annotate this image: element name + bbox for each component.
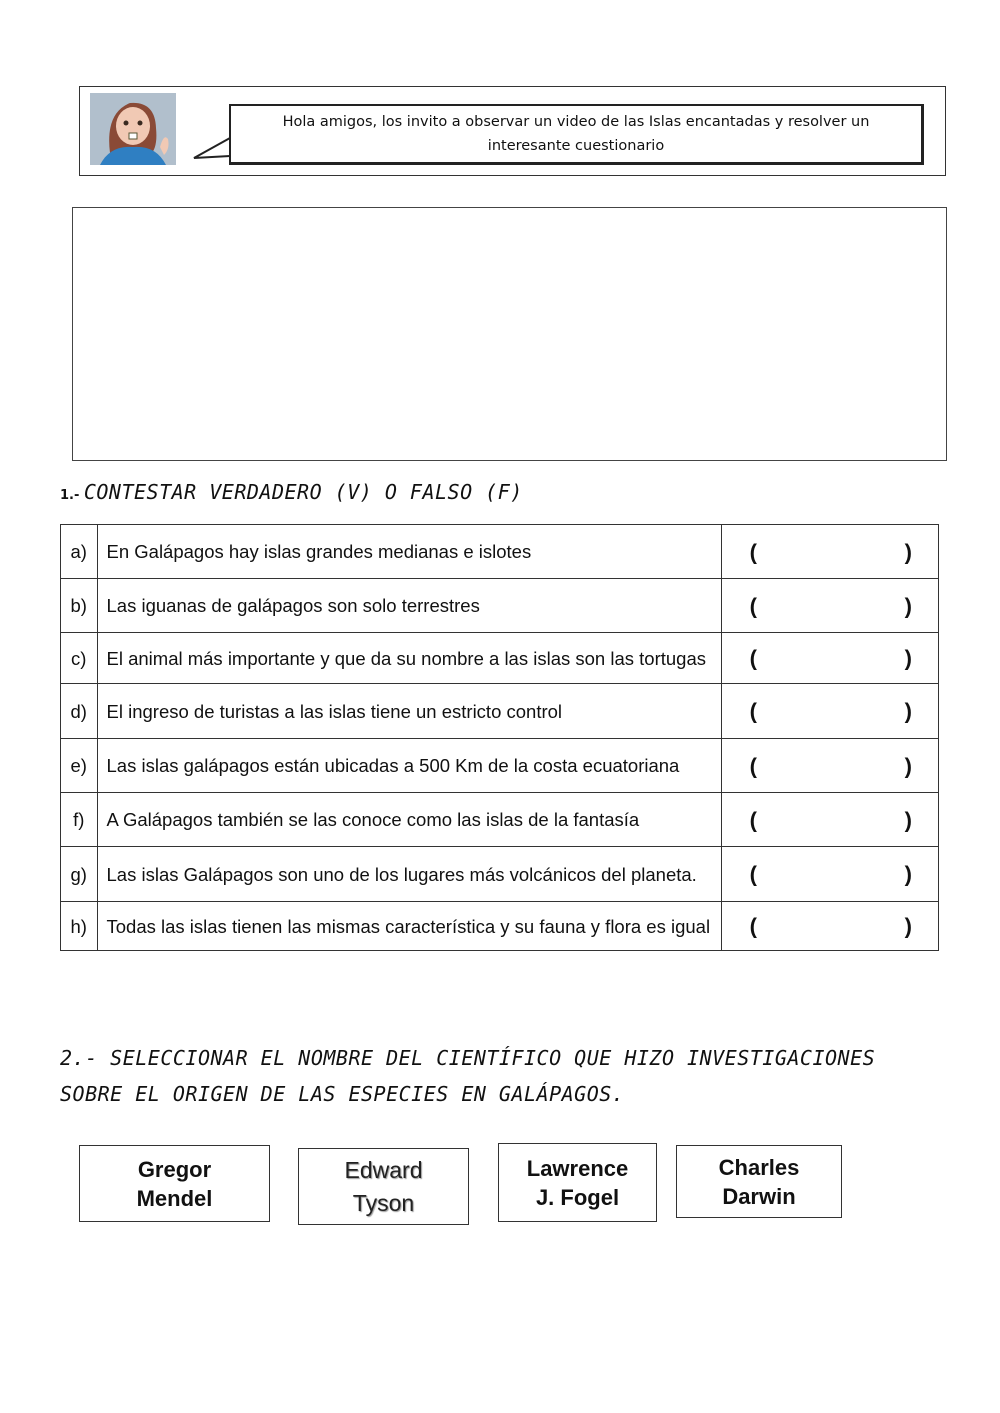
tf-row-statement: En Galápagos hay islas grandes medianas e islotes (97, 525, 721, 579)
tf-row-letter: c) (61, 633, 98, 684)
open-paren: ( (749, 753, 757, 778)
close-paren: ) (904, 698, 912, 724)
open-paren: ( (749, 807, 757, 832)
tf-row-statement: Las islas Galápagos son uno de los lugares más volcánicos del planeta. (97, 847, 721, 902)
option-line-2: Darwin (722, 1183, 796, 1209)
close-paren: ) (904, 593, 912, 618)
open-paren: ( (749, 913, 757, 939)
tf-row (61, 525, 939, 579)
tf-row (61, 739, 939, 793)
tf-row (61, 902, 939, 951)
tf-row-letter: e) (61, 739, 98, 793)
close-paren: ) (904, 645, 912, 671)
option-line-2: J. Fogel (535, 1184, 620, 1210)
close-paren: ) (904, 539, 912, 564)
option-line-1: Edward (344, 1156, 423, 1183)
speech-bubble-text: Hola amigos, los invito a observar un video de las Islas encantadas y resolver un interesante cuestionario (282, 114, 870, 154)
option-gregor-mendel[interactable] (79, 1145, 270, 1222)
question-1-heading: CONTESTAR VERDADERO (V) O FALSO (F) (83, 480, 523, 504)
option-lawrence-fogel[interactable] (498, 1143, 657, 1222)
question-2-title: 2.- SELECCIONAR EL NOMBRE DEL CIENTÍFICO QUE HIZO INVESTIGACIONES SOBRE EL ORIGEN DE LAS ESPECIES EN GALÁPAGOS. (60, 1046, 876, 1106)
tf-row-letter: a) (61, 525, 98, 579)
tf-answer-field[interactable] (721, 684, 938, 739)
close-paren: ) (904, 753, 912, 778)
open-paren: ( (749, 698, 757, 724)
speech-bubble (229, 104, 924, 165)
tf-row (61, 633, 939, 684)
tf-answer-field[interactable] (721, 525, 938, 579)
option-line-1: Lawrence (526, 1155, 629, 1181)
tf-row-letter: d) (61, 684, 98, 739)
option-line-2: Mendel (136, 1185, 213, 1211)
tf-answer-field[interactable] (721, 847, 938, 902)
close-paren: ) (904, 913, 912, 939)
option-edward-tyson[interactable] (298, 1148, 469, 1225)
tf-row-statement: El animal más importante y que da su nombre a las islas son las tortugas (97, 633, 721, 684)
tf-row-letter: g) (61, 847, 98, 902)
option-line-2: Tyson (352, 1189, 415, 1216)
tf-row (61, 579, 939, 633)
tf-row-statement: A Galápagos también se las conoce como las islas de la fantasía (97, 793, 721, 847)
close-paren: ) (904, 861, 912, 887)
open-paren: ( (749, 593, 757, 618)
tf-row-statement: El ingreso de turistas a las islas tiene un estricto control (97, 684, 721, 739)
option-charles-darwin[interactable] (676, 1145, 842, 1218)
tf-row (61, 684, 939, 739)
open-paren: ( (749, 645, 757, 671)
tf-answer-field[interactable] (721, 793, 938, 847)
tf-row-statement: Las islas galápagos están ubicadas a 500 Km de la costa ecuatoriana (97, 739, 721, 793)
girl-avatar-image (90, 93, 176, 165)
question-1-title (60, 480, 523, 504)
open-paren: ( (749, 861, 757, 887)
tf-row-letter: f) (61, 793, 98, 847)
tf-row-letter: b) (61, 579, 98, 633)
tf-row-statement: Las iguanas de galápagos son solo terrestres (97, 579, 721, 633)
tf-row (61, 847, 939, 902)
true-false-table (60, 524, 939, 951)
option-line-1: Charles (718, 1154, 800, 1180)
speech-bubble-tail (192, 134, 232, 162)
open-paren: ( (749, 539, 757, 564)
video-placeholder[interactable] (72, 207, 947, 461)
tf-answer-field[interactable] (721, 902, 938, 951)
question-1-number: 1.- (60, 488, 80, 503)
tf-row-letter: h) (61, 902, 98, 951)
tf-answer-field[interactable] (721, 633, 938, 684)
close-paren: ) (904, 807, 912, 832)
tf-row-statement: Todas las islas tienen las mismas característica y su fauna y flora es igual (97, 902, 721, 951)
tf-answer-field[interactable] (721, 579, 938, 633)
option-line-1: Gregor (137, 1156, 212, 1182)
tf-row (61, 793, 939, 847)
tf-answer-field[interactable] (721, 739, 938, 793)
